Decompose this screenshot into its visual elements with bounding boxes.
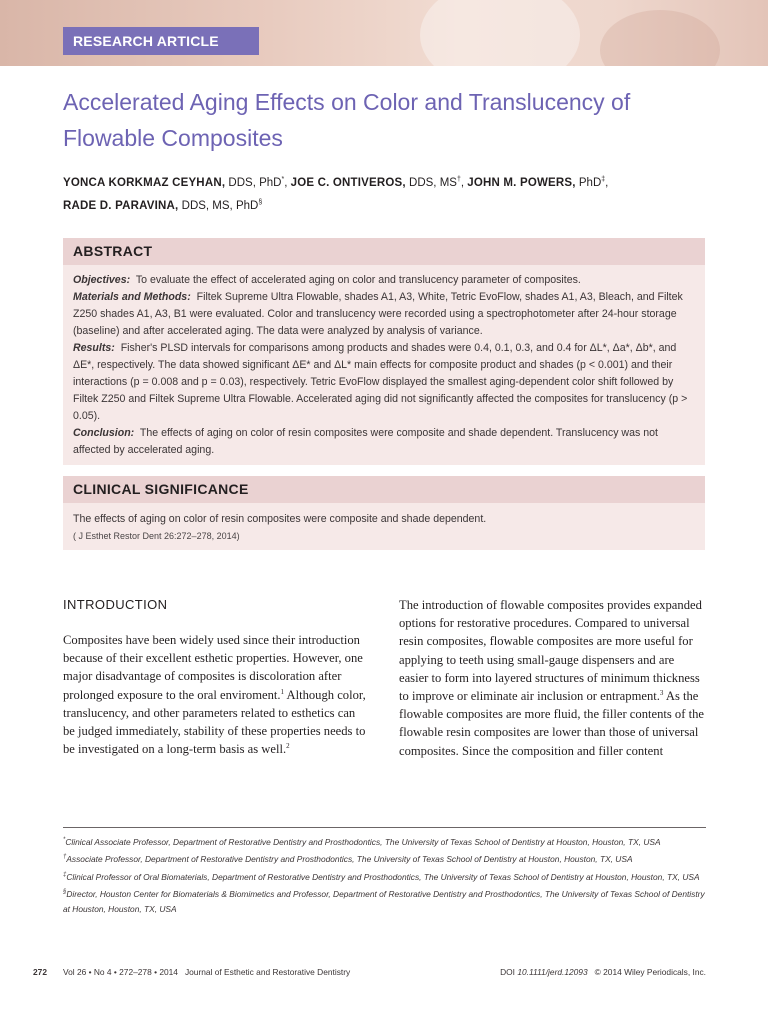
objectives-label: Objectives: xyxy=(73,274,131,286)
affiliation-item: ‡Clinical Professor of Oral Biomaterials, Department of Restorative Dentistry and Prosthodontics, The University of Texas School of Dentistry at Houston, Houston, TX, USA xyxy=(63,871,700,882)
abstract-heading: ABSTRACT xyxy=(63,238,705,265)
results-text: Fisher's PLSD intervals for comparisons among products and shades were 0.4, 0.1, 0.3, and 0.4 for ΔL*, Δa*, Δb*, and ΔE*, respectively. The data showed significant ΔE* and ΔL* main effects for composite product and shades (p < 0.001) and their interactions (p = 0.008 and p = 0.03), respectively. Tetric EvoFlow displayed the smallest aging-dependent color shift followed by Filtek Z250 and Filtek Supreme Ultra Flowable. Accelerated aging did not significantly affected the composites for translucency (p > 0.05). xyxy=(73,342,688,422)
doi-link[interactable]: 10.1111/jerd.12093 xyxy=(517,967,588,977)
citation: ( J Esthet Restor Dent 26:272–278, 2014) xyxy=(73,531,240,541)
affiliation-item: †Associate Professor, Department of Restorative Dentistry and Prosthodontics, The University of Texas School of Dentistry at Houston, Houston, TX, USA xyxy=(63,854,633,865)
author: JOHN M. POWERS, PhD‡, xyxy=(467,176,609,189)
clinical-text: The effects of aging on color of resin composites were composite and shade dependent. xyxy=(73,513,487,525)
header-banner xyxy=(0,0,768,66)
affiliation-item: *Clinical Associate Professor, Department of Restorative Dentistry and Prosthodontics, The University of Texas School of Dentistry at Houston, Houston, TX, USA xyxy=(63,836,661,847)
banner-decoration xyxy=(600,10,720,66)
author: YONCA KORKMAZ CEYHAN, DDS, PhD*, xyxy=(63,176,291,189)
reference-link[interactable]: 1 xyxy=(280,687,285,696)
clinical-heading: CLINICAL SIGNIFICANCE xyxy=(63,476,705,503)
intro-left-column: Composites have been widely used since their introduction because of their excellent esthetic properties. However, one major disadvantage of composites is discoloration after prolonged exposure to the oral enviroment.$^1$ Although color, translucency, and other parameters related to esthetics can be judged immediately, stability of these properties needs to be investigated on a long-term basis as well.$^2$ xyxy=(63,633,366,757)
affiliation-item: §Director, Houston Center for Biomaterials & Biomimetics and Professor, Department of Restorative Dentistry and Prosthodontics, The University of Texas School of Dentistry at Houston, Houston, TX, USA xyxy=(63,888,705,915)
methods-label: Materials and Methods: xyxy=(73,291,191,303)
reference-link[interactable]: 2 xyxy=(286,742,290,751)
banner-decoration xyxy=(420,0,580,66)
affiliations xyxy=(63,833,706,918)
clinical-significance-box xyxy=(63,476,705,550)
article-title: Accelerated Aging Effects on Color and Translucency of Flowable Composites xyxy=(63,89,631,151)
journal-info: Vol 26 • No 4 • 272–278 • 2014 Journal of Esthetic and Restorative Dentistry xyxy=(63,967,351,977)
results-label: Results: xyxy=(73,342,115,354)
article-type-tag: RESEARCH ARTICLE xyxy=(63,27,259,55)
introduction-heading: INTRODUCTION xyxy=(63,597,168,612)
page-number: 272 xyxy=(33,967,47,977)
conclusion-text: The effects of aging on color of resin composites were composite and shade dependent. Translucency was not affected by accelerated aging. xyxy=(73,427,658,456)
footnote-divider xyxy=(63,827,706,828)
doi-info: DOI 10.1111/jerd.12093 © 2014 Wiley Periodicals, Inc. xyxy=(500,967,706,977)
author: JOE C. ONTIVEROS, DDS, MS†, xyxy=(290,176,468,189)
abstract-box xyxy=(63,238,705,465)
abstract-body xyxy=(63,265,705,459)
intro-right-column: The introduction of flowable composites provides expanded options for restorative procedures. Compared to universal resin composites, flowable composites are more useful for applying to teeth using small-gauge dispensers and are easier to form into layered structures of minimum thickness to improve or eliminate air inclusion or entrapment.$^3$ As the flowable composites are more fluid, the filler contents of the flowable resin composites are lower than those of universal composites. Since the composition and filler content xyxy=(399,598,704,758)
conclusion-label: Conclusion: xyxy=(73,427,135,439)
methods-text: Filtek Supreme Ultra Flowable, shades A1, A3, White, Tetric EvoFlow, shades A1, A3, Bleach, and Filtek Z250 shades A1, A3, B1 were evaluated. Color and translucency were recorded using a spectrophotometer after 24-hour storage (baseline) and after accelerated aging. The data were analyzed by analysis of variance. xyxy=(73,291,683,337)
reference-link[interactable]: 3 xyxy=(659,688,664,697)
author: RADE D. PARAVINA, DDS, MS, PhD§ xyxy=(63,198,263,212)
author-list xyxy=(63,170,703,216)
objectives-text: To evaluate the effect of accelerated aging on color and translucency parameter of composites. xyxy=(135,274,581,286)
